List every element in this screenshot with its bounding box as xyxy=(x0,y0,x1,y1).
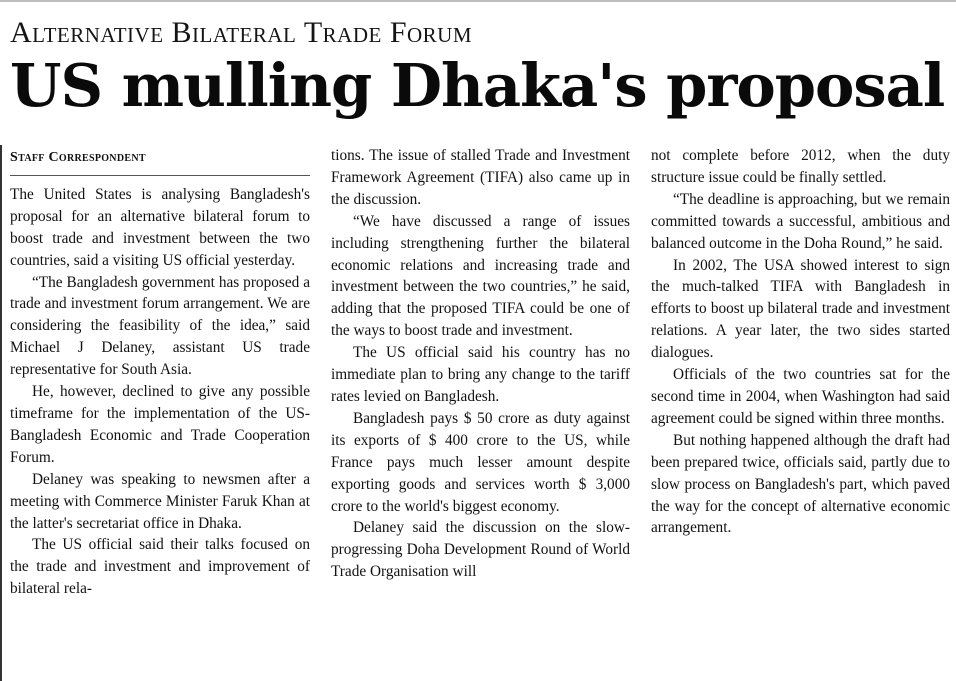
paragraph: “The Bangladesh government has proposed a trade and investment forum arrangement. We are considering the feasibility of the idea,” said Michael J Delaney, assistant US trade representative for South Asia. xyxy=(10,273,310,379)
paragraph: But nothing happened although the draft had been prepared twice, officials said, partly due to slow process on Bangladesh's part, which paved the way for the concept of alternative economic arrangement. xyxy=(651,431,950,537)
byline: Staff Correspondent xyxy=(10,145,310,176)
section-kicker: Alternative Bilateral Trade Forum xyxy=(10,16,473,49)
left-column-rule xyxy=(0,145,2,681)
paragraph: The United States is analysing Bangladesh's proposal for an alternative bilateral forum to boost trade and investment between the two countries, said a visiting US official yesterday. xyxy=(10,185,310,269)
article-column-3 xyxy=(651,145,950,681)
paragraph: tions. The issue of stalled Trade and Investment Framework Agreement (TIFA) also came up in the discussion. xyxy=(331,147,630,208)
paragraph: Delaney was speaking to newsmen after a meeting with Commerce Minister Faruk Khan at the latter's secretariat office in Dhaka. xyxy=(10,470,310,532)
paragraph: He, however, declined to give any possible timeframe for the implementation of the US-Bangladesh Economic and Trade Cooperation Forum. xyxy=(10,383,310,466)
paragraph: Delaney said the discussion on the slow-progressing Doha Development Round of World Trade Organisation will xyxy=(331,519,630,581)
paragraph: “The deadline is approaching, but we remain committed towards a successful, ambitious and balanced outcome in the Doha Round,” he said. xyxy=(651,190,950,252)
top-border xyxy=(0,0,956,2)
paragraph: “We have discussed a range of issues including strengthening further the bilateral economic relations and increasing trade and investment between the two countries,” he said, adding that the proposed TIFA could be one of the ways to boost trade and investment. xyxy=(331,212,630,340)
paragraph: not complete before 2012, when the duty structure issue could be finally settled. xyxy=(651,147,950,186)
paragraph: Bangladesh pays $ 50 crore as duty against its exports of $ 400 crore to the US, while France pays much lesser amount despite exporting goods and services worth $ 3,000 crore to the world's biggest economy. xyxy=(331,409,630,515)
headline: US mulling Dhaka's proposal xyxy=(10,51,945,120)
article-column-1 xyxy=(10,145,310,681)
paragraph: In 2002, The USA showed interest to sign the much-talked TIFA with Bangladesh in efforts to boost up bilateral trade and investment relations. A year later, the two sides started dialogues. xyxy=(651,256,950,362)
article-column-2 xyxy=(331,145,630,681)
paragraph: Officials of the two countries sat for the second time in 2004, when Washington had said agreement could be signed within three months. xyxy=(651,366,950,427)
paragraph: The US official said his country has no immediate plan to bring any change to the tariff rates levied on Bangladesh. xyxy=(331,344,630,405)
paragraph: The US official said their talks focused on the trade and investment and improvement of bilateral rela- xyxy=(10,536,310,598)
